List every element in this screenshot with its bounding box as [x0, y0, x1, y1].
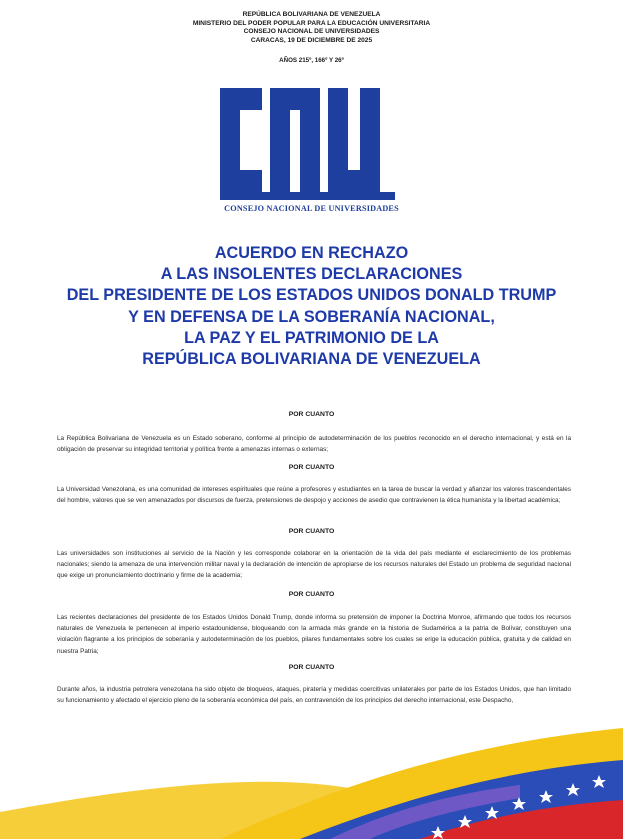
- section-text-2: La Universidad Venezolana, es una comunidad de intereses espirituales que reúne a profesores y estudiantes en la tarea de buscar la verdad y afianzar los valores trascendentales del hombre, valores que se ven amenazados por discursos de fuerza, pretensiones de despojo y acciones de asedio que contravienen la ética humanista y la libertad académica;: [57, 486, 571, 505]
- title-line-6: REPÚBLICA BOLIVARIANA DE VENEZUELA: [142, 350, 481, 369]
- title-line-4: Y EN DEFENSA DE LA SOBERANÍA NACIONAL,: [128, 307, 495, 326]
- header-line-council: CONSEJO NACIONAL DE UNIVERSIDADES: [243, 28, 380, 36]
- section-text-3: Las universidades son instituciones al servicio de la Nación y les corresponde colaborar en la orientación de la vida del país mediante el esclarecimiento de los problemas nacionales; siendo la amenaza de una intervención militar naval y la declaración de intención de apropiarse de los recursos naturales del Estado un problema de seguridad nacional que exige un pronunciamiento doctrinario y firme de la academia;: [57, 550, 571, 580]
- header-line-republic: REPÚBLICA BOLIVARIANA DE VENEZUELA: [242, 11, 381, 18]
- section-heading-3: POR CUANTO: [288, 528, 335, 535]
- section-text-5: Durante años, la industria petrolera venezolana ha sido objeto de bloqueos, ataques, piratería y medidas coercitivas unilaterales por parte de los Estados Unidos, que han limitado su funcionamiento y afectado el ejercicio pleno de la soberanía económica del país, en contravención de los principios del derecho internacional, este Despacho,: [57, 686, 571, 705]
- title-line-5: LA PAZ Y EL PATRIMONIO DE LA: [184, 328, 439, 347]
- years-line: AÑOS 215º, 166º Y 26º: [279, 57, 344, 64]
- header-line-ministry: MINISTERIO DEL PODER POPULAR PARA LA EDUCACIÓN UNIVERSITARIA: [192, 19, 431, 27]
- title-line-2: A LAS INSOLENTES DECLARACIONES: [160, 265, 463, 284]
- section-heading-2: POR CUANTO: [288, 464, 335, 471]
- header-line-date: CARACAS, 19 DE DICIEMBRE DE 2025: [250, 36, 373, 44]
- title-line-1: ACUERDO EN RECHAZO: [214, 244, 409, 262]
- section-heading-5: POR CUANTO: [288, 664, 335, 671]
- section-text-1: La República Bolivariana de Venezuela es un Estado soberano, conforme al principio de autodeterminación de los pueblos reconocido en el derecho internacional, y está en la obligación de preservar su integridad territorial y política frente a amenazas internas o externas;: [57, 435, 571, 454]
- section-heading-4: POR CUANTO: [288, 591, 335, 598]
- logo-caption: CONSEJO NACIONAL DE UNIVERSIDADES: [224, 204, 399, 213]
- section-text-4: Las recientes declaraciones del presidente de los Estados Unidos Donald Trump, donde informa su pretensión de imponer la Doctrina Monroe, afirmando que todos los recursos naturales de Venezuela le pertenecen al imperio estadounidense, bloqueando con la armada más grande en la historia de Sudamérica a la patria de Bolívar, constituyen una violación flagrante a los principios de soberanía y autodeterminación de los pueblos, pilares fundamentales sobre los cuales se erige la educación pública, gratuita y de calidad en nuestra Patria;: [57, 614, 571, 655]
- title-line-3: DEL PRESIDENTE DE LOS ESTADOS UNIDOS DONALD TRUMP: [66, 286, 557, 305]
- section-heading-1: POR CUANTO: [288, 411, 335, 418]
